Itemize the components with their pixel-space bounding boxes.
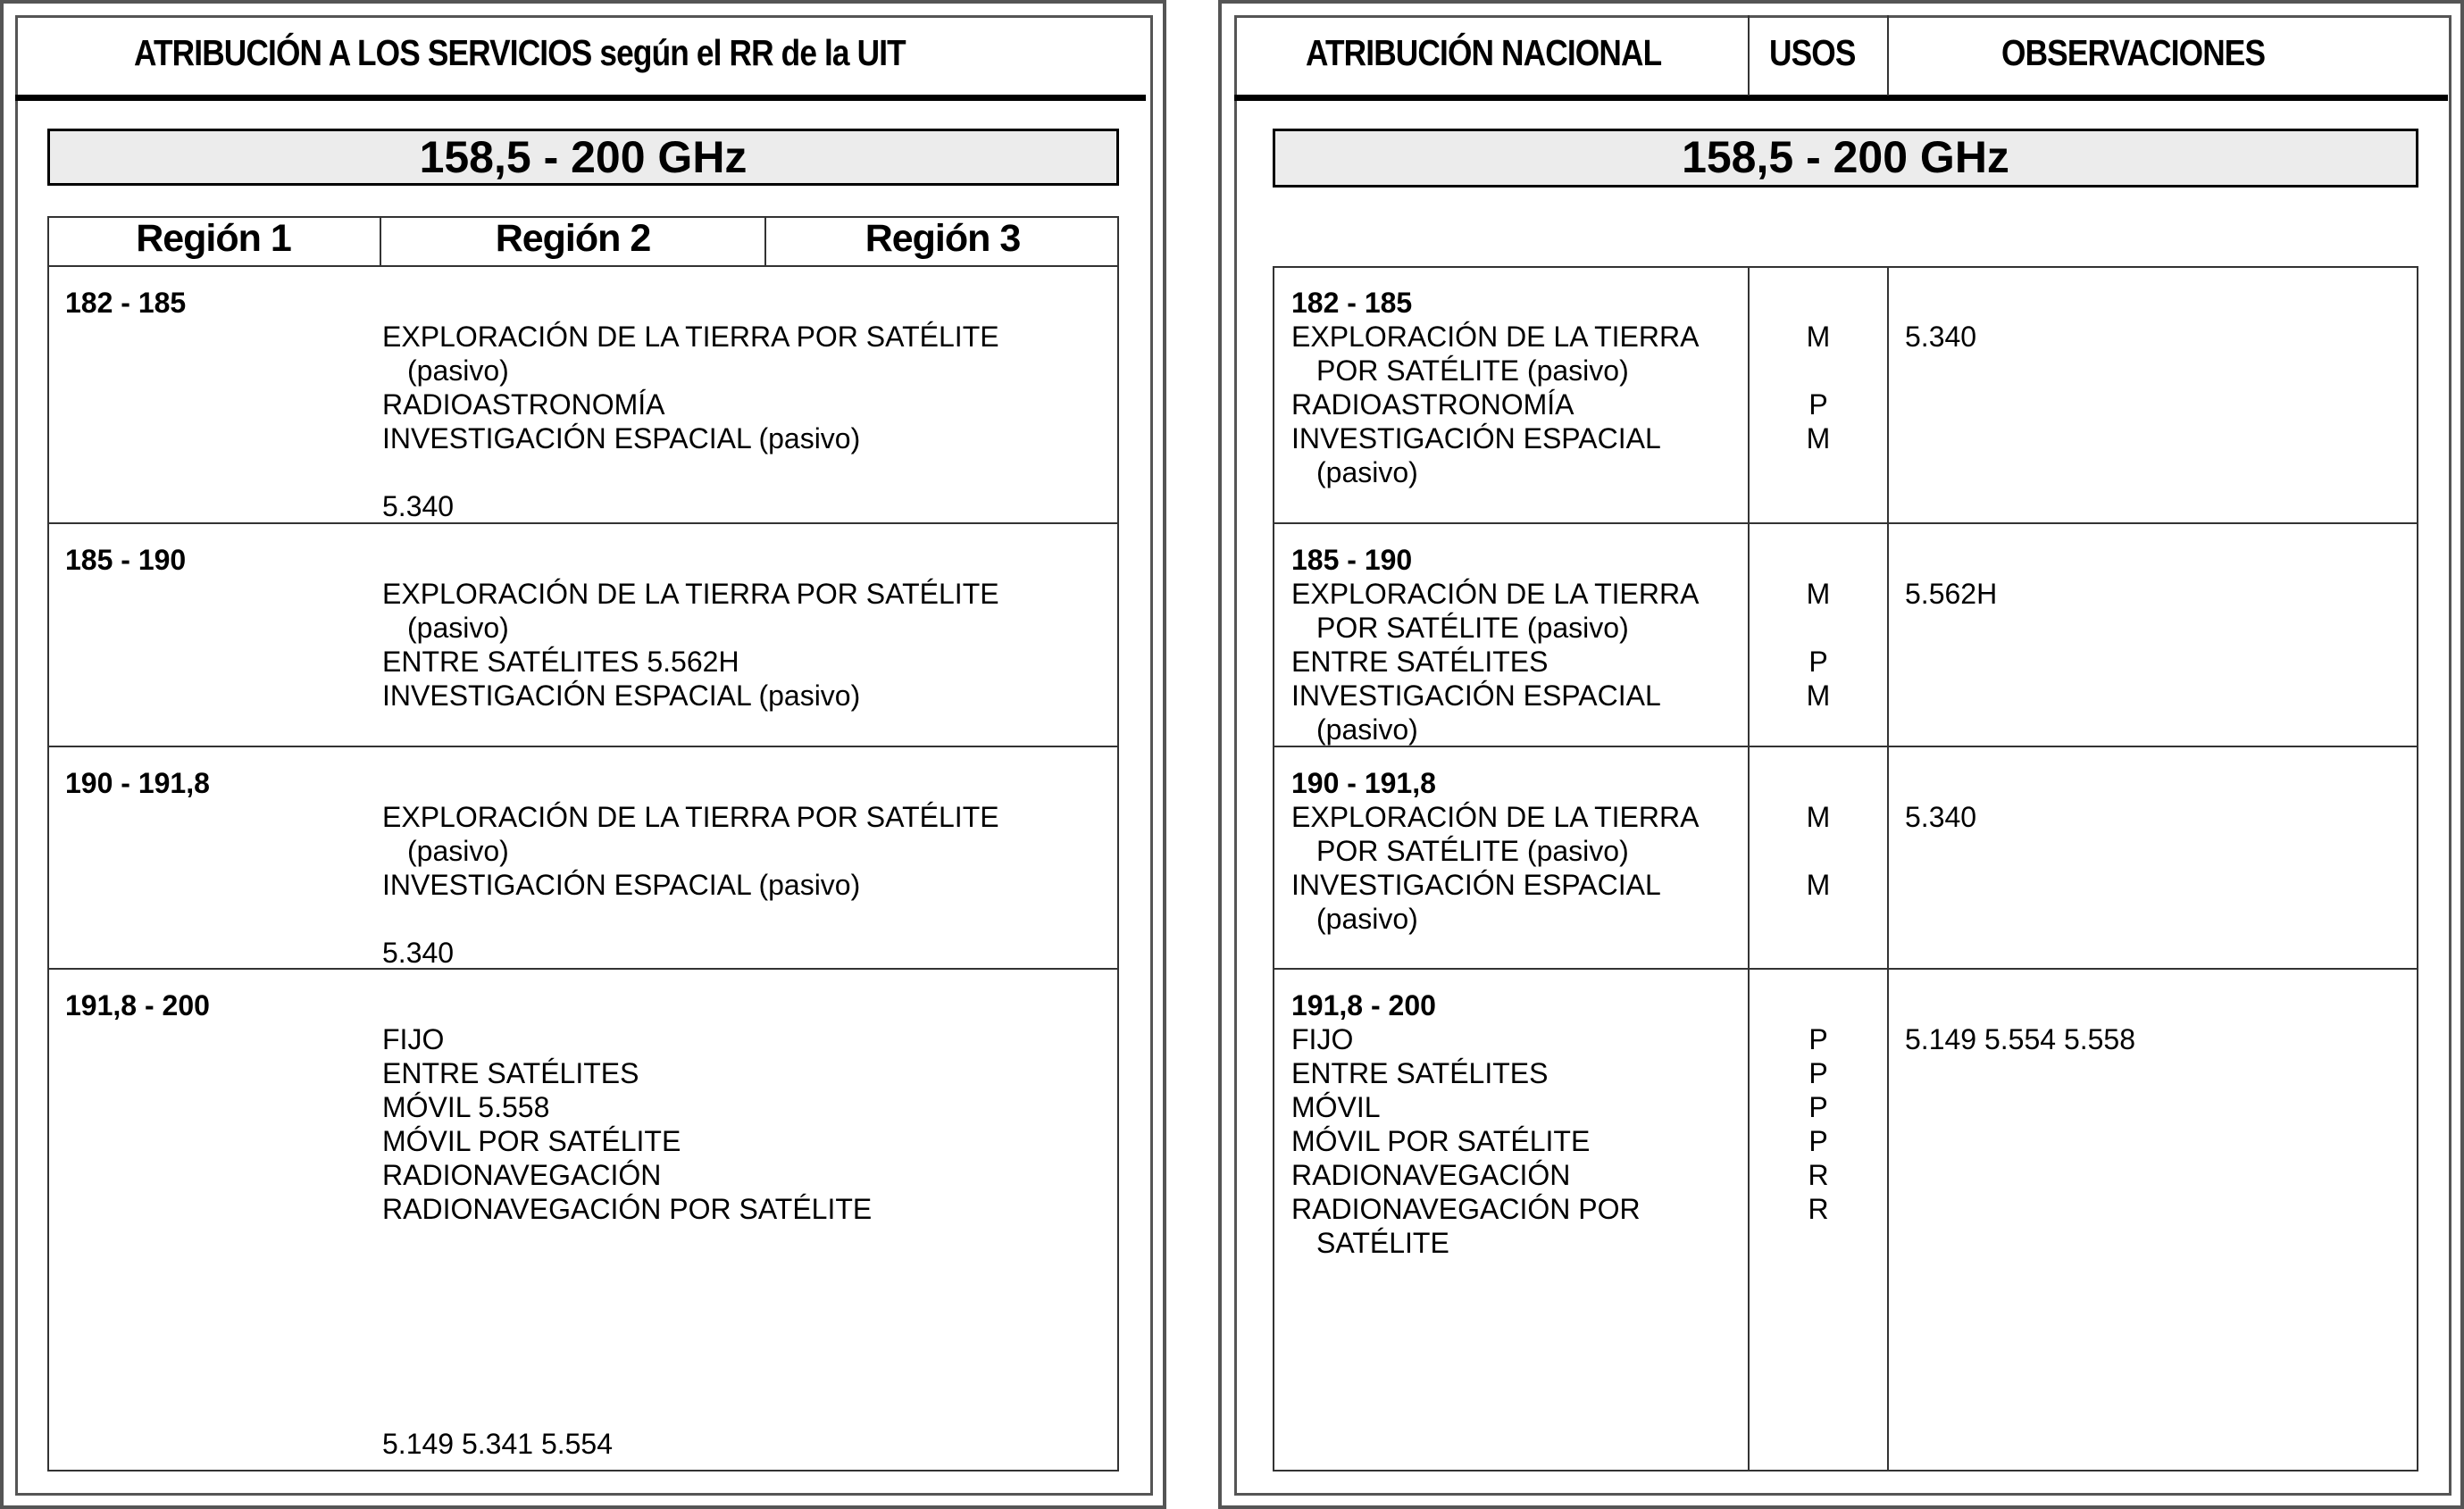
itu-footnote: 5.340 [382, 937, 455, 969]
use-code: P [1808, 1125, 1828, 1157]
itu-title: ATRIBUCIÓN A LOS SERVICIOS según el RR de la UIT [134, 32, 906, 73]
use-code: M [1806, 869, 1831, 901]
itu-services [382, 1022, 872, 1226]
use-code: M [1806, 578, 1831, 610]
itu-services [382, 577, 999, 713]
service-line: (pasivo) [407, 612, 509, 644]
itu-row-divider [47, 968, 1119, 970]
observations-cell: 5.340 [1905, 321, 1977, 353]
service-line: (pasivo) [407, 835, 509, 867]
service-line: MÓVIL POR SATÉLITE [382, 1125, 681, 1157]
use-code: M [1806, 321, 1831, 353]
itu-row-divider [47, 522, 1119, 524]
use-code: M [1806, 801, 1831, 833]
service-line: INVESTIGACIÓN ESPACIAL [1291, 679, 1661, 712]
service-line: INVESTIGACIÓN ESPACIAL [1291, 869, 1661, 901]
use-code [1749, 354, 1888, 388]
observations-cell: 5.149 5.554 5.558 [1905, 1023, 2136, 1055]
service-line: INVESTIGACIÓN ESPACIAL [1291, 422, 1661, 454]
use-code: R [1808, 1193, 1829, 1225]
observations-header: OBSERVACIONES [2001, 32, 2266, 73]
use-code: M [1806, 422, 1831, 454]
service-line: (pasivo) [1316, 903, 1418, 935]
use-code [1749, 611, 1888, 645]
uses-header: USOS [1769, 32, 1856, 73]
service-line: ENTRE SATÉLITES [1291, 1057, 1549, 1089]
service-line: INVESTIGACIÓN ESPACIAL (pasivo) [382, 869, 861, 901]
service-line: FIJO [382, 1023, 445, 1055]
national-services [1291, 286, 1699, 489]
use-code: R [1808, 1159, 1829, 1191]
service-line: (pasivo) [407, 354, 509, 387]
national-band-range: 158,5 - 200 GHz [1273, 129, 2418, 188]
national-band-label: 182 - 185 [1291, 287, 1413, 319]
national-band-label: 185 - 190 [1291, 544, 1413, 576]
header-divider [1748, 15, 1750, 96]
observations-cell: 5.340 [1905, 801, 1977, 833]
itu-footnote: 5.340 [382, 490, 455, 522]
national-band-label: 191,8 - 200 [1291, 989, 1436, 1021]
itu-footnote: 5.149 5.341 5.554 [382, 1428, 614, 1460]
use-code: P [1808, 388, 1828, 421]
itu-band-label: 190 - 191,8 [65, 767, 210, 799]
service-line: MÓVIL POR SATÉLITE [1291, 1125, 1591, 1157]
service-line: RADIONAVEGACIÓN [1291, 1159, 1571, 1191]
service-line: EXPLORACIÓN DE LA TIERRA [1291, 801, 1700, 833]
itu-row-divider [47, 746, 1119, 747]
itu-region-header-divider [47, 265, 1119, 267]
service-line: MÓVIL 5.558 [382, 1091, 550, 1123]
service-line: SATÉLITE [1316, 1227, 1449, 1259]
service-line: RADIONAVEGACIÓN POR [1291, 1193, 1641, 1225]
service-line: EXPLORACIÓN DE LA TIERRA [1291, 321, 1700, 353]
uses-column [1749, 1022, 1888, 1226]
service-line: EXPLORACIÓN DE LA TIERRA [1291, 578, 1700, 610]
use-code: P [1808, 1057, 1828, 1089]
uses-column [1749, 577, 1888, 713]
region-2-header: Región 2 [495, 217, 651, 260]
national-row-divider [1273, 522, 2418, 524]
use-code: P [1808, 1023, 1828, 1055]
national-band-label: 190 - 191,8 [1291, 767, 1436, 799]
service-line: INVESTIGACIÓN ESPACIAL (pasivo) [382, 422, 861, 454]
service-line: POR SATÉLITE (pasivo) [1316, 835, 1629, 867]
itu-services [382, 800, 999, 902]
use-code [1749, 834, 1888, 868]
itu-band-range: 158,5 - 200 GHz [47, 129, 1119, 186]
service-line: RADIOASTRONOMÍA [382, 388, 665, 421]
itu-band-label: 185 - 190 [65, 544, 187, 576]
national-services [1291, 988, 1641, 1260]
service-line: RADIOASTRONOMÍA [1291, 388, 1574, 421]
national-attribution-header: ATRIBUCIÓN NACIONAL [1306, 32, 1662, 73]
service-line: RADIONAVEGACIÓN [382, 1159, 662, 1191]
service-line: ENTRE SATÉLITES 5.562H [382, 646, 739, 678]
observations-cell: 5.562H [1905, 578, 1998, 610]
header-divider [1887, 15, 1889, 96]
service-line: ENTRE SATÉLITES [1291, 646, 1549, 678]
service-line: (pasivo) [1316, 713, 1418, 746]
service-line: RADIONAVEGACIÓN POR SATÉLITE [382, 1193, 873, 1225]
itu-band-label: 191,8 - 200 [65, 989, 210, 1021]
service-line: MÓVIL [1291, 1091, 1381, 1123]
service-line: POR SATÉLITE (pasivo) [1316, 612, 1629, 644]
service-line: EXPLORACIÓN DE LA TIERRA POR SATÉLITE [382, 578, 999, 610]
service-line: INVESTIGACIÓN ESPACIAL (pasivo) [382, 679, 861, 712]
uses-column [1749, 800, 1888, 902]
use-code: M [1806, 679, 1831, 712]
national-services [1291, 543, 1699, 746]
service-line: (pasivo) [1316, 456, 1418, 488]
service-line: POR SATÉLITE (pasivo) [1316, 354, 1629, 387]
uses-column [1749, 320, 1888, 455]
service-line: EXPLORACIÓN DE LA TIERRA POR SATÉLITE [382, 801, 999, 833]
service-line: EXPLORACIÓN DE LA TIERRA POR SATÉLITE [382, 321, 999, 353]
itu-services [382, 320, 999, 455]
national-row-divider [1273, 968, 2418, 970]
national-services [1291, 766, 1699, 936]
itu-band-label: 182 - 185 [65, 287, 187, 319]
region-1-header: Región 1 [136, 217, 291, 260]
use-code: P [1808, 646, 1828, 678]
service-line: FIJO [1291, 1023, 1354, 1055]
region-3-header: Región 3 [864, 217, 1021, 260]
use-code: P [1808, 1091, 1828, 1123]
service-line: ENTRE SATÉLITES [382, 1057, 639, 1089]
